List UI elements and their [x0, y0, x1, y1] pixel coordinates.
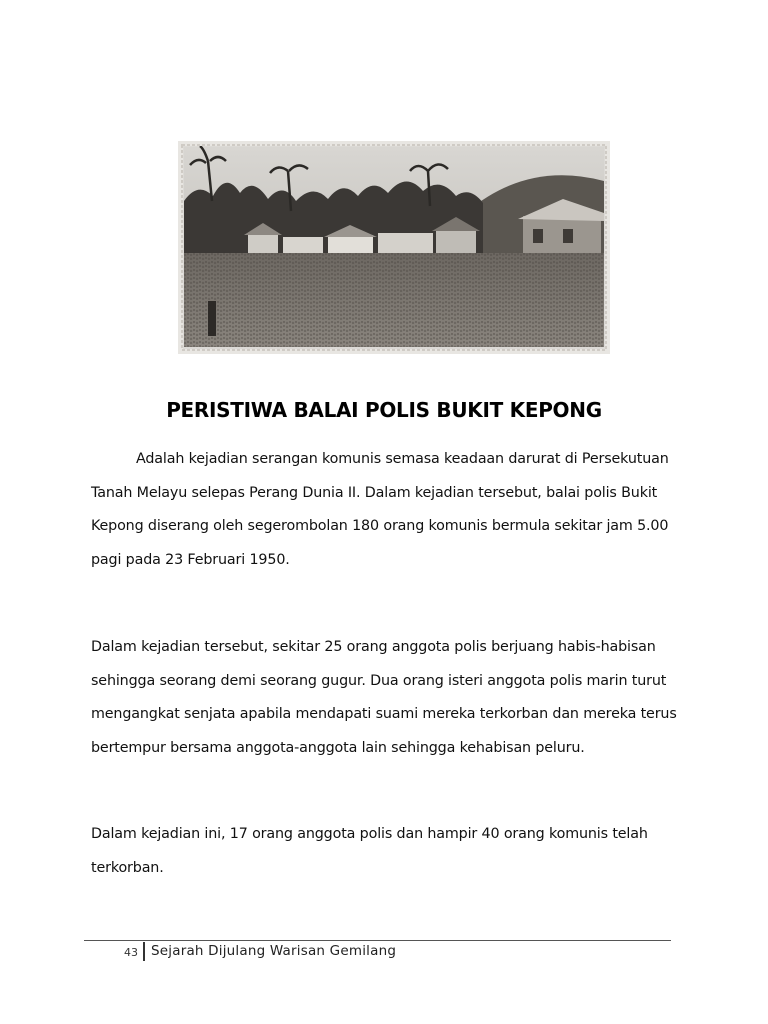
paragraph-intro: Adalah kejadian serangan komunis semasa keadaan darurat di Persekutuan Tanah Melayu selepas Perang Dunia II. Dalam kejadian tersebut, balai polis Bukit Kepong diserang oleh segerombolan 180 orang komunis bermula sekitar jam 5.00 pagi pada 23 Februari 1950. — [91, 451, 669, 568]
running-title: Sejarah Dijulang Warisan Gemilang — [151, 943, 397, 959]
page-number: 43 — [124, 946, 138, 959]
paragraph-battle: Dalam kejadian tersebut, sekitar 25 orang anggota polis berjuang habis-habisan sehingga seorang demi seorang gugur. Dua orang isteri anggota polis marin turut mengangkat senjata apabila mendapati suami mereka terkorban dan mereka terus bertempur bersama anggota-anggota lain sehingga kehabisan peluru. — [91, 639, 677, 756]
historical-photo — [178, 141, 610, 354]
paragraph-casualties: Dalam kejadian ini, 17 orang anggota polis dan hampir 40 orang komunis telah terkorban. — [91, 826, 648, 876]
page-footer — [84, 942, 671, 962]
document-title: PERISTIWA BALAI POLIS BUKIT KEPONG — [166, 398, 602, 422]
footer-divider — [84, 940, 671, 941]
page-number-separator — [143, 942, 145, 961]
